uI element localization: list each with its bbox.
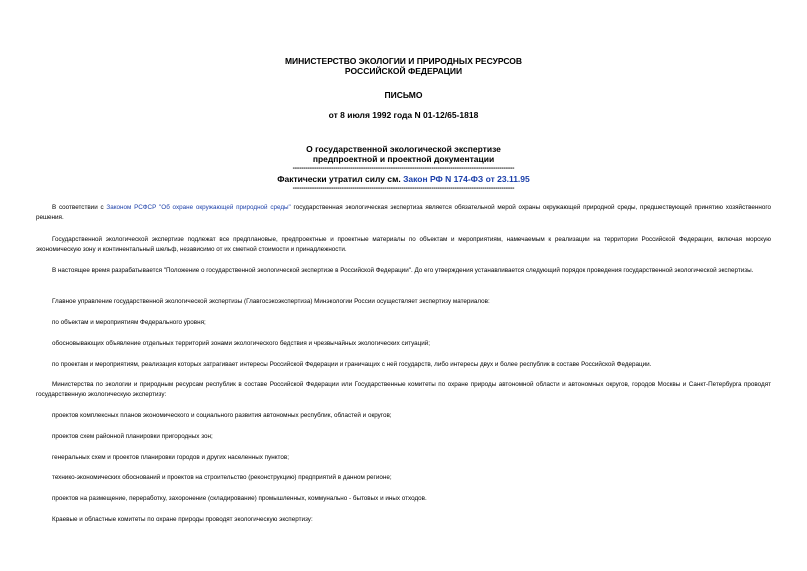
- paragraph-3: В настоящее время разрабатывается "Положение о государственной экологической экспертизе в Российской Федерации". До его утверждения устанавливается следующий порядок проведения государственной экологической экспертизы.: [52, 267, 754, 274]
- environment-law-link[interactable]: Законом РСФСР "Об охране окружающей природной среды": [106, 204, 291, 211]
- document-date-number: от 8 июля 1992 года N 01-12/65-1818: [328, 110, 479, 120]
- paragraph-2: Государственной экологической экспертизе подлежат все предплановые, предпроектные и проектные материалы по объектам и мероприятиям, намечаемым к реализации на территории Российской Федерации, включая морскую экономическую зону и континентальный шельф, независимо от их сметной стоимости и принадлежности.: [36, 236, 771, 253]
- subject-line2: предпроектной и проектной документации: [312, 154, 495, 164]
- paragraph-4: Главное управление государственной экологической экспертизы (Главгосэкоэкспертиза) Минэкологии России осуществляет экспертизу материалов:: [52, 298, 490, 305]
- dash-rule-top: --------------------------------------------------------------------------------------------------------: [292, 165, 515, 172]
- paragraph-5: Министерства по экологии и природным ресурсам республик в составе Российской Федерации или Государственные комитеты по охране природы автономной области и автономных округов, городов Москвы и Санкт-Петербурга проводят государственную экологическую экспертизу:: [36, 381, 771, 398]
- subject-line1: О государственной экологической экспертизе: [306, 144, 501, 154]
- status-law-link[interactable]: Закон РФ N 174-ФЗ от 23.11.95: [403, 174, 530, 184]
- p1-suffix: государственная экологическая экспертиза является обязательной мерой охраны окружающей природной среды, предшествующей принятию хозяйственного решения.: [36, 204, 772, 221]
- status-note: [0, 174, 807, 184]
- p1-prefix: В соответствии с: [52, 204, 107, 211]
- list-item: по проектам и мероприятиям, реализация которых затрагивает интересы Российской Федерации и граничащих с ней государств, либо интересы двух и более республик в составе Российской Федерации.: [52, 361, 652, 368]
- status-prefix: Фактически утратил силу см.: [277, 174, 404, 184]
- list-item: проектов комплексных планов экономического и социального развития автономных республик, областей и округов;: [52, 412, 392, 419]
- list-item: проектов схем районной планировки пригородных зон;: [52, 433, 213, 440]
- list-item: генеральных схем и проектов планировки городов и других населенных пунктов;: [52, 454, 289, 461]
- ministry-name-line2: РОССИЙСКОЙ ФЕДЕРАЦИИ: [344, 66, 463, 76]
- paragraph-6: Краевые и областные комитеты по охране природы проводят экологическую экспертизу:: [52, 516, 313, 523]
- paragraph-1: [36, 203, 771, 223]
- ministry-name-line1: МИНИСТЕРСТВО ЭКОЛОГИИ И ПРИРОДНЫХ РЕСУРСОВ: [284, 56, 523, 66]
- list-item: обосновывающих объявление отдельных территорий зонами экологического бедствия и чрезвычайных экологических ситуаций;: [52, 340, 431, 347]
- document-type: ПИСЬМО: [384, 90, 423, 100]
- list-item: проектов на размещение, переработку, захоронение (складирование) промышленных, коммунально - бытовых и иных отходов.: [52, 495, 427, 502]
- dash-rule-bottom: --------------------------------------------------------------------------------------------------------: [292, 185, 515, 192]
- list-item: технико-экономических обоснований и проектов на строительство (реконструкцию) предприятий в данном регионе;: [52, 474, 392, 481]
- list-item: по объектам и мероприятиям Федерального уровня;: [52, 319, 206, 326]
